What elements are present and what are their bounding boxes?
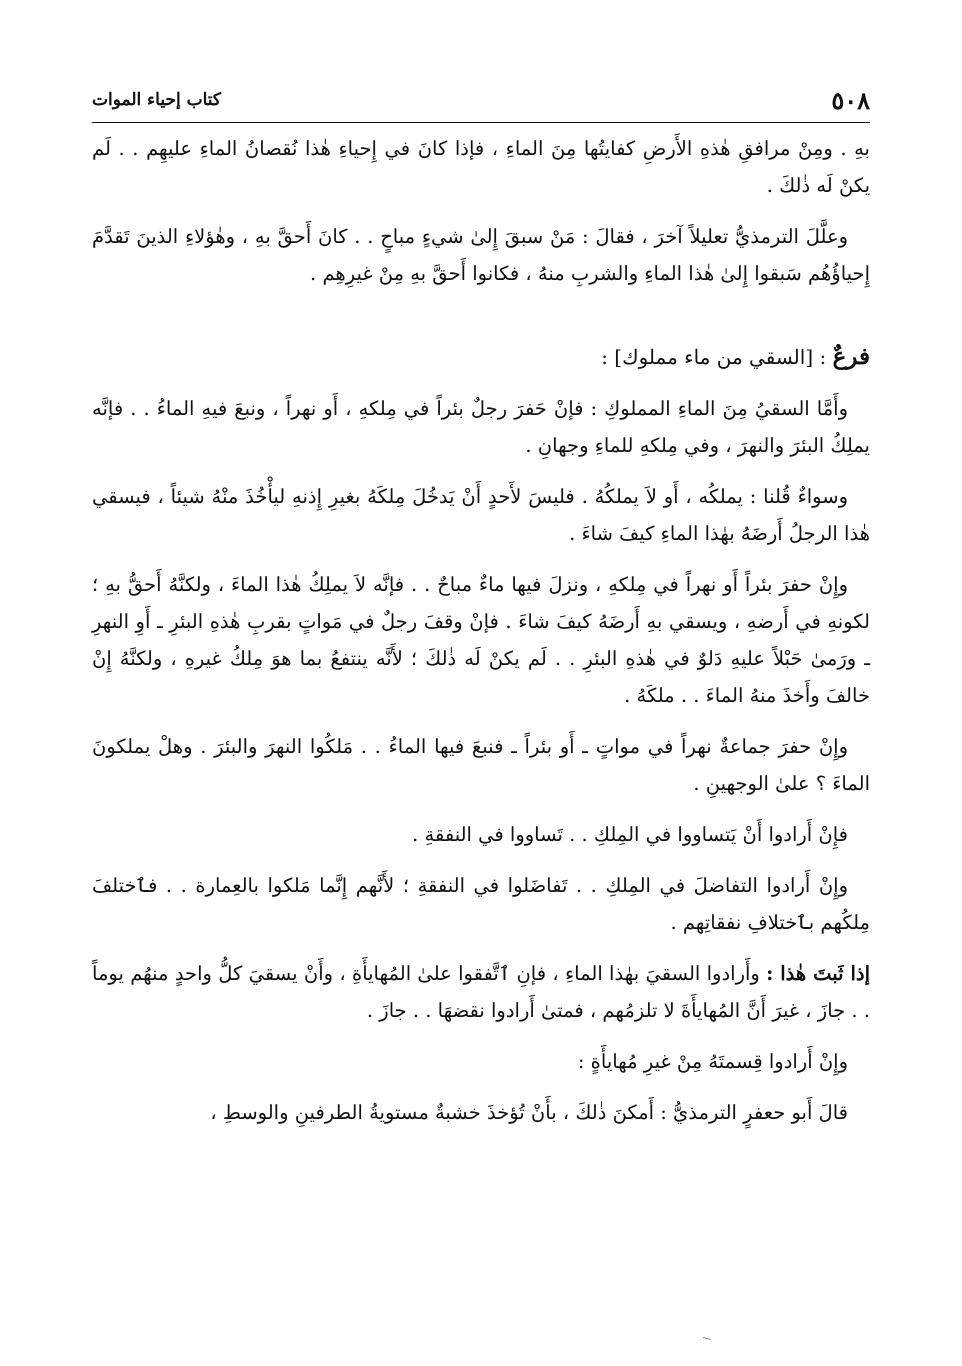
paragraph [92,955,870,1029]
section-heading [92,338,870,376]
page-header [92,86,870,118]
paragraph: بهِ . ومِنْ مرافقِ هٰذهِ الأَرضِ كفايتُها مِنَ الماءِ ، فإذا كانَ في إِحياءِ هٰذا نُقصانُ الماءِ عليهِم . . لَم يكنْ لَه ذٰلكَ . [92,137,870,197]
paragraph: وإِنْ أَرادوا قِسمتَهُ مِنْ غيرِ مُهايأَةٍ : [577,1050,848,1073]
book-title: كتاب إحياء الموات [92,90,222,110]
body-text [92,130,870,1145]
section-title: : [السقي من ماء مملوك] : [601,345,827,369]
section-label: فرعٌ [832,343,870,370]
paragraph: وإِنْ حفرَ جماعةٌ نهراً في مواتٍ ـ أَو بئراً ـ فنبعَ فيها الماءُ . . مَلكُوا النهرَ والبئرَ . وهلْ يملكونَ الماءَ ؟ علىٰ الوجهينِ . [92,735,870,795]
paragraph: وإِنْ حفرَ بئراً أَو نهراً في مِلكهِ ، ونزلَ فيها ماءٌ مباحٌ . . فإنَّه لاَ يملِكُ هٰذا الماءَ ، ولكنَّهُ أَحقُّ بهِ ؛ لكونهِ في أَرضهِ ، ويسقي بهِ أَرضَهُ كيفَ شاءَ . فإنْ وقفَ رجلٌ في مَواتٍ بقربِ هٰذهِ البئرِ ـ أَوِ النهرِ ـ ورَمىٰ حَبْلاً عليهِ دَلوٌ في هٰذهِ البئرِ . . لَم يكنْ لَه ذٰلكَ ؛ لأَنَّه ينتفعُ بما هوَ مِلكُ غيرهِ ، ولكنَّهُ إِنْ خالفَ وأَخذَ منهُ الماءَ . . ملكَهُ . [92,573,870,707]
paragraph: قالَ أَبو حعفرٍ الترمذيُّ : أَمكنَ ذٰلكَ ، بأَنْ تُؤخذَ خشبةٌ مستويةُ الطرفينِ والوسطِ ، [210,1101,848,1124]
header-divider [92,122,870,123]
paragraph: وسواءٌ قُلنا : يملكُه ، أَو لاَ يملكُهُ . فليسَ لأَحدٍ أَنْ يَدخُلَ مِلكَهُ بغيرِ إِذنهِ ليأْخُذَ منْهُ شيئاً ، فيسقي هٰذا الرجلُ أَرضَهُ بهٰذا الماءِ كيفَ شاءَ . [92,485,870,545]
scan-mark [703,1337,711,1340]
paragraph: وعلَّلَ الترمذيُّ تعليلاً آخرَ ، فقالَ : مَنْ سبقَ إِلىٰ شيءٍ مباحٍ . . كانَ أَحقَّ بهِ ، وهٰؤلاءِ الذينَ تَقدَّمَ إِحياؤُهُم سَبقوا إِلىٰ هٰذا الماءِ والشربِ منهُ ، فكانوا أَحقَّ بهِ مِنْ غيرِهِم . [92,225,870,285]
paragraph-lead: إذا ثَبتَ هٰذا : [766,962,870,985]
paragraph: وأَمَّا السقيُ مِنَ الماءِ المملوكِ : فإنْ حَفرَ رجلٌ بئراً في مِلكهِ ، أَو نهراً ، ونبعَ فيهِ الماءُ . . فإنَّه يملِكُ البئرَ والنهرَ ، وفي مِلكهِ للماءِ وجهانِ . [92,397,870,457]
paragraph: وإِنْ أَرادوا التفاضلَ في المِلكِ . . تَفاضَلوا في النفقةِ ؛ لأَنَّهم إِنَّما مَلكوا بالعِمارة . . فٱختلفَ مِلكُهم بٱختلافِ نفقاتِهم . [92,874,870,934]
paragraph-text: وأَرادوا السقيَ بهٰذا الماءِ ، فإنِ ٱتَّفقوا علىٰ المُهايأَةِ ، وأَنْ يسقيَ كلُّ واحدٍ منهُم يوماً . . جازَ ، غيرَ أَنَّ المُهايأَةَ لا تلزمُهم ، فمتىٰ أَرادوا نقضهَا . . جازَ . [92,962,870,1022]
paragraph: فإِنْ أَرادوا أَنْ يَتساووا في المِلكِ . . تَساووا في النفقةِ . [412,823,848,846]
page-number: ٥٠٨ [831,86,870,115]
